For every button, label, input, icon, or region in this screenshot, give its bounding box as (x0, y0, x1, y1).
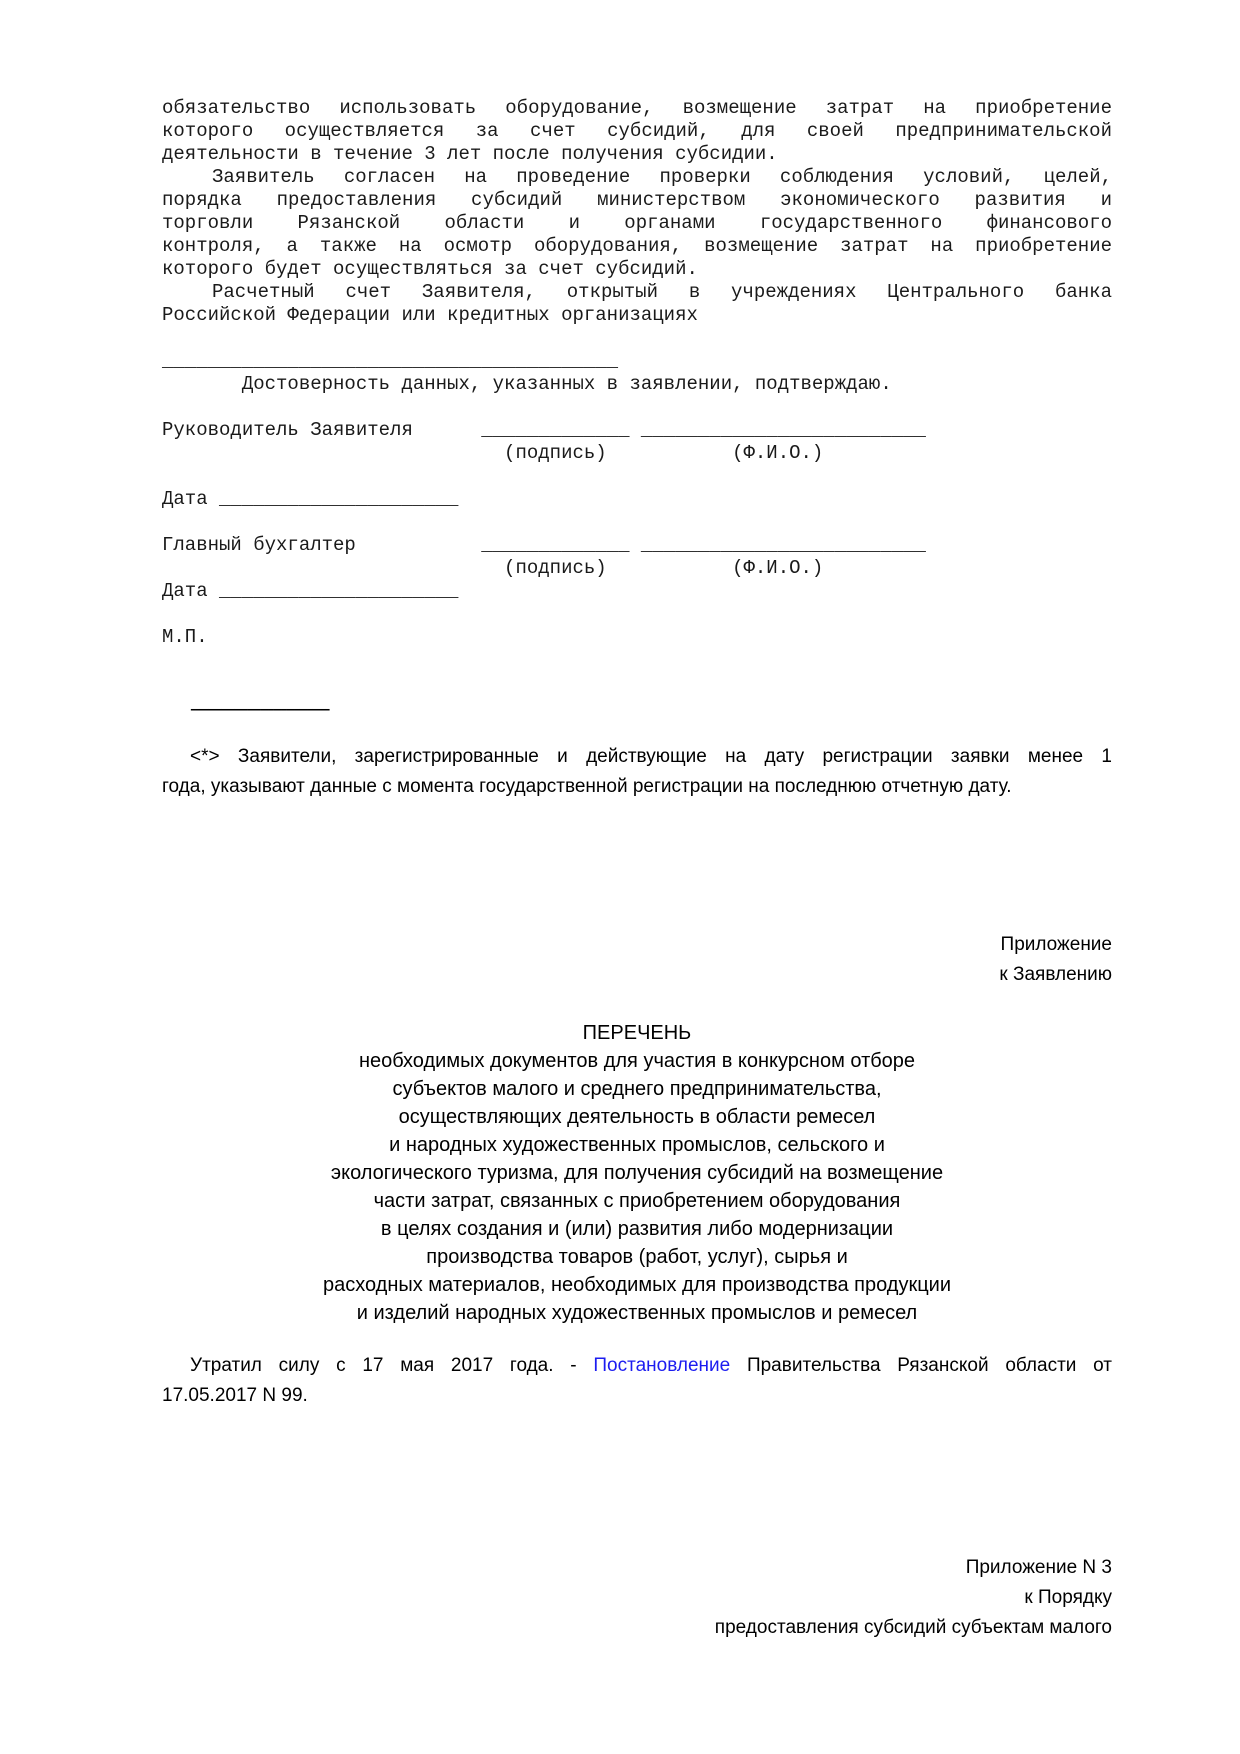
blank-line (162, 465, 1112, 488)
doc-text-line: порядка предоставления субсидий министерством экономического развития и (162, 189, 1112, 211)
list-heading-line: ПЕРЕЧЕНЬ (582, 1022, 692, 1044)
blank-line (162, 603, 1112, 626)
repeal-text: Утратил силу с 17 мая 2017 года. - (190, 1355, 594, 1376)
list-heading-line: субъектов малого и среднего предпринимательства, (392, 1078, 882, 1100)
list-heading-line: и изделий народных художественных промыслов и ремесел (356, 1302, 918, 1324)
appendix-reference (162, 930, 1112, 990)
list-heading (162, 1019, 1112, 1327)
footnote-text (162, 742, 1112, 802)
date-line: Дата _____________________ (162, 580, 459, 602)
date-line: Дата _____________________ (162, 488, 459, 510)
appendix-reference-line: к Заявлению (999, 964, 1112, 985)
appendix3-reference-line: Приложение N 3 (965, 1557, 1112, 1578)
repeal-paragraph (162, 1351, 1112, 1411)
footnote-line: <*> Заявители, зарегистрированные и действующие на дату регистрации заявки менее 1 (190, 746, 1112, 767)
doc-text-line: Заявитель согласен на проведение проверки соблюдения условий, целей, (212, 166, 1112, 188)
signature-caption: (подпись) (Ф.И.О.) (162, 442, 824, 464)
doc-text-line: торговли Рязанской области и органами государственного финансового (162, 212, 1112, 234)
doc-text-line: которого осуществляется за счет субсидий, для своей предпринимательской (162, 120, 1112, 142)
appendix3-reference (162, 1553, 1112, 1643)
stamp-mark: М.П. (162, 626, 208, 648)
footnote-line: года, указывают данные с момента государственной регистрации на последнюю отчетную дату. (162, 776, 1012, 797)
repeal-line: 17.05.2017 N 99. (162, 1385, 308, 1406)
blank-line (162, 327, 1112, 350)
blank-line (162, 396, 1112, 419)
signature-line-accountant: Главный бухгалтер _____________ _________________________ (162, 534, 926, 556)
signature-caption: (подпись) (Ф.И.О.) (162, 557, 824, 579)
list-heading-line: и народных художественных промыслов, сельского и (389, 1134, 885, 1156)
appendix-reference-line: Приложение (1000, 934, 1112, 955)
doc-text-line: деятельности в течение 3 лет после получения субсидии. (162, 143, 778, 165)
doc-text-line: Расчетный счет Заявителя, открытый в учреждениях Центрального банка (212, 281, 1112, 303)
repeal-line (162, 1351, 1112, 1381)
footnote-separator: -------------------------------- (190, 699, 329, 720)
mono-text-block (162, 97, 1112, 649)
doc-text-line: Российской Федерации или кредитных организациях (162, 304, 698, 326)
list-heading-line: части затрат, связанных с приобретением оборудования (373, 1190, 901, 1212)
list-heading-line: в целях создания и (или) развития либо модернизации (380, 1218, 894, 1240)
fill-in-line: ________________________________________ (162, 350, 619, 372)
doc-text-line: контроля, а также на осмотр оборудования, возмещение затрат на приобретение (162, 235, 1112, 257)
appendix3-reference-line: к Порядку (1024, 1587, 1112, 1608)
doc-text-line: которого будет осуществляться за счет субсидий. (162, 258, 698, 280)
blank-line (162, 511, 1112, 534)
appendix3-reference-line: предоставления субсидий субъектам малого (714, 1617, 1112, 1638)
list-heading-line: необходимых документов для участия в конкурсном отборе (358, 1050, 916, 1072)
list-heading-line: осуществляющих деятельность в области ремесел (398, 1106, 876, 1128)
resolution-link[interactable]: Постановление (593, 1355, 731, 1376)
doc-text-line: обязательство использовать оборудование, возмещение затрат на приобретение (162, 97, 1112, 119)
list-heading-line: экологического туризма, для получения субсидий на возмещение (330, 1162, 944, 1184)
signature-line-director: Руководитель Заявителя _____________ _________________________ (162, 419, 926, 441)
list-heading-line: расходных материалов, необходимых для производства продукции (322, 1274, 952, 1296)
confirmation-line: Достоверность данных, указанных в заявлении, подтверждаю. (162, 373, 892, 395)
repeal-text: Правительства Рязанской области от (730, 1355, 1112, 1376)
list-heading-line: производства товаров (работ, услуг), сырья и (426, 1246, 848, 1268)
